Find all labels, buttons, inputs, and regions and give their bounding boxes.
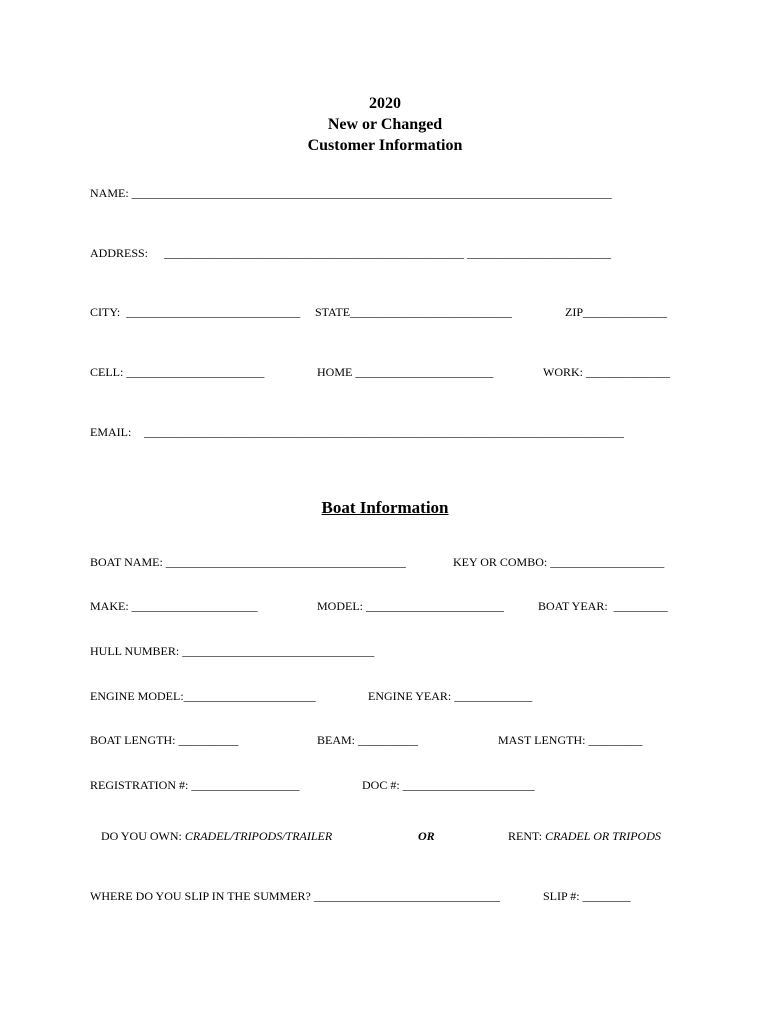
rent-options[interactable]: CRADEL OR TRIPODS: [545, 829, 661, 843]
model-field[interactable]: MODEL: _______________________: [317, 599, 504, 613]
boat-length-field[interactable]: BOAT LENGTH: __________: [90, 733, 239, 747]
state-field[interactable]: STATE___________________________: [315, 305, 513, 319]
beam-field[interactable]: BEAM: __________: [317, 733, 419, 747]
key-combo-field[interactable]: KEY OR COMBO: ___________________: [453, 555, 665, 569]
address-field[interactable]: __________________________________________________ ________________________: [164, 246, 611, 260]
email-label: EMAIL:: [90, 425, 132, 439]
make-field[interactable]: MAKE: _____________________: [90, 599, 258, 613]
doc-field[interactable]: DOC #: ______________________: [362, 778, 535, 792]
mast-length-field[interactable]: MAST LENGTH: _________: [498, 733, 643, 747]
form-year: 2020: [369, 95, 401, 112]
own-question: [101, 829, 332, 843]
name-field[interactable]: NAME: ________________________________________________________________________________: [90, 186, 612, 200]
form-title-line-3: Customer Information: [307, 137, 463, 154]
home-field[interactable]: HOME _______________________: [317, 365, 494, 379]
city-field[interactable]: CITY: _____________________________: [90, 305, 301, 319]
engine-model-field[interactable]: ENGINE MODEL:______________________: [90, 689, 316, 703]
own-options[interactable]: CRADEL/TRIPODS/TRAILER: [184, 829, 333, 843]
rent-question: [508, 829, 661, 843]
boat-section-title: Boat Information: [321, 498, 449, 517]
registration-field[interactable]: REGISTRATION #: __________________: [90, 778, 300, 792]
email-field[interactable]: ________________________________________________________________________________: [144, 425, 624, 439]
boat-name-field[interactable]: BOAT NAME: ________________________________________: [90, 555, 406, 569]
form-title-line-2: New or Changed: [327, 116, 443, 133]
own-label: DO YOU OWN:: [101, 829, 185, 843]
address-label: ADDRESS:: [90, 246, 149, 260]
or-separator: OR: [418, 829, 435, 843]
summer-slip-field[interactable]: WHERE DO YOU SLIP IN THE SUMMER? _______________________________: [90, 889, 500, 903]
work-field[interactable]: WORK: ______________: [543, 365, 670, 379]
boat-year-field[interactable]: BOAT YEAR: _________: [538, 599, 668, 613]
hull-number-field[interactable]: HULL NUMBER: ________________________________: [90, 644, 375, 658]
zip-field[interactable]: ZIP______________: [565, 305, 667, 319]
rent-label: RENT:: [508, 829, 546, 843]
slip-number-field[interactable]: SLIP #: ________: [543, 889, 631, 903]
engine-year-field[interactable]: ENGINE YEAR: _____________: [368, 689, 533, 703]
cell-field[interactable]: CELL: _______________________: [90, 365, 265, 379]
